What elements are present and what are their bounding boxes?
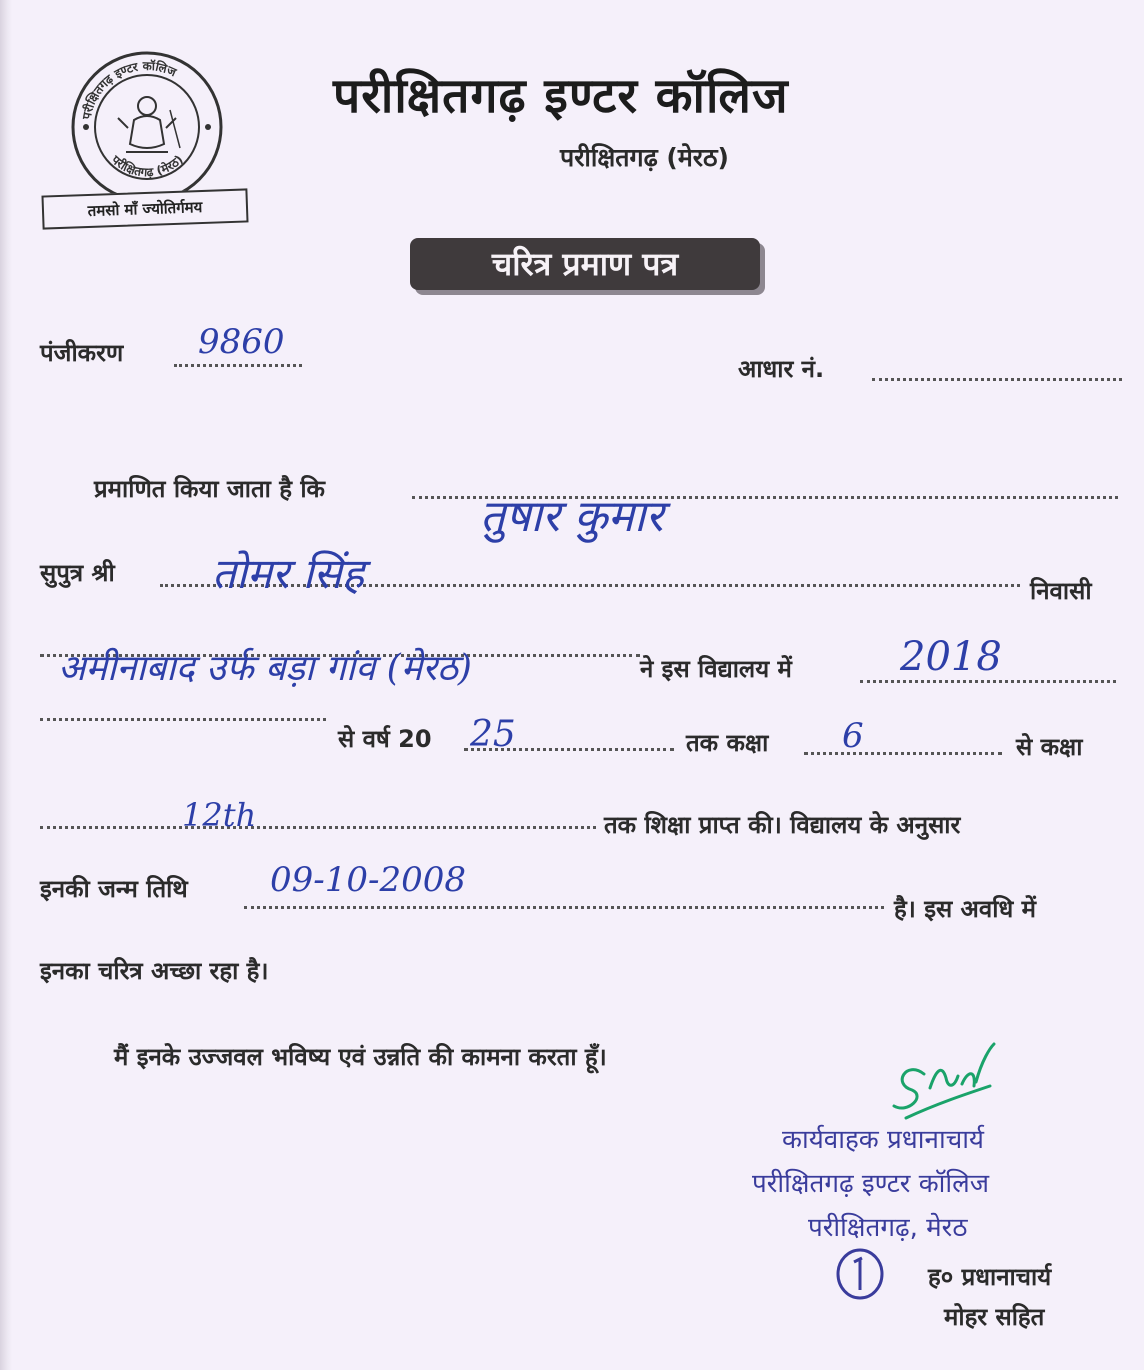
deity-figure-icon	[118, 97, 180, 152]
wish-text: मैं इनके उज्जवल भविष्य एवं उन्नति की कामना करता हूँ।	[114, 1043, 607, 1071]
character-text: इनका चरित्र अच्छा रहा है।	[40, 957, 269, 985]
from-class-dotted-line	[804, 752, 1002, 755]
college-motto: तमसो माँ ज्योतिर्गमय	[41, 188, 248, 229]
registration-value: 9860	[198, 322, 285, 362]
torn-edge	[0, 0, 12, 1370]
dob-dotted-line	[244, 906, 884, 909]
to-year-value: 25	[470, 714, 516, 755]
to-class-label: से कक्षा	[1016, 733, 1083, 761]
certify-label: प्रमाणित किया जाता है कि	[94, 475, 325, 503]
principal-signature	[886, 1040, 996, 1120]
in-school-label: ने इस विद्यालय में	[640, 655, 792, 683]
to-year-label: से वर्ष 20	[338, 725, 432, 753]
from-year-value: 2018	[900, 634, 1002, 680]
college-name-heading: परीक्षितगढ़ इण्टर कॉलिज	[333, 68, 789, 124]
registration-label: पंजीकरण	[40, 339, 124, 367]
svg-text:परीक्षितगढ़ इण्टर कॉलिज	[79, 59, 179, 122]
son-of-label: सुपुत्र श्री	[40, 559, 115, 587]
class-label: तक कक्षा	[686, 729, 769, 757]
emblem-ring-text: परीक्षितगढ़ इण्टर कॉलिज	[79, 58, 179, 121]
registration-dotted-line	[174, 364, 302, 367]
resident-label: निवासी	[1030, 577, 1092, 605]
blank-dotted-line	[40, 718, 326, 721]
signatory-designation: कार्यवाहक प्रधानाचार्य	[782, 1125, 985, 1155]
address-value: अमीनाबाद उर्फ बड़ा गांव (मेरठ)	[58, 648, 472, 689]
education-text: तक शिक्षा प्राप्त की। विद्यालय के अनुसार	[604, 811, 961, 839]
certificate-title: चरित्र प्रमाण पत्र	[410, 238, 760, 290]
signatory-college: परीक्षितगढ़ इण्टर कॉलिज	[752, 1169, 990, 1199]
aadhaar-dotted-line	[872, 378, 1122, 381]
student-name-value: तुषार कुमार	[480, 491, 664, 542]
stamp-circle-icon	[832, 1246, 888, 1302]
to-class-dotted-line	[40, 826, 596, 829]
college-place: परीक्षितगढ़ (मेरठ)	[560, 143, 729, 172]
seal-label: मोहर सहित	[944, 1303, 1045, 1331]
period-text: है। इस अवधि में	[894, 895, 1036, 923]
signatory-place: परीक्षितगढ़, मेरठ	[808, 1213, 968, 1243]
father-name-value: तोमर सिंह	[212, 549, 365, 598]
svg-text:परीक्षितगढ़ (मेरठ)	[108, 152, 186, 179]
from-year-dotted-line	[860, 680, 1116, 683]
college-emblem-logo	[68, 48, 226, 206]
dob-value: 09-10-2008	[270, 860, 467, 900]
from-class-value: 6	[842, 716, 864, 756]
aadhaar-label: आधार नं.	[738, 355, 825, 383]
principal-sign-label: ह० प्रधानाचार्य	[928, 1263, 1052, 1291]
dob-label: इनकी जन्म तिथि	[40, 875, 188, 903]
emblem-bottom-text: परीक्षितगढ़ (मेरठ)	[108, 152, 186, 180]
to-class-value: 12th	[182, 796, 257, 834]
